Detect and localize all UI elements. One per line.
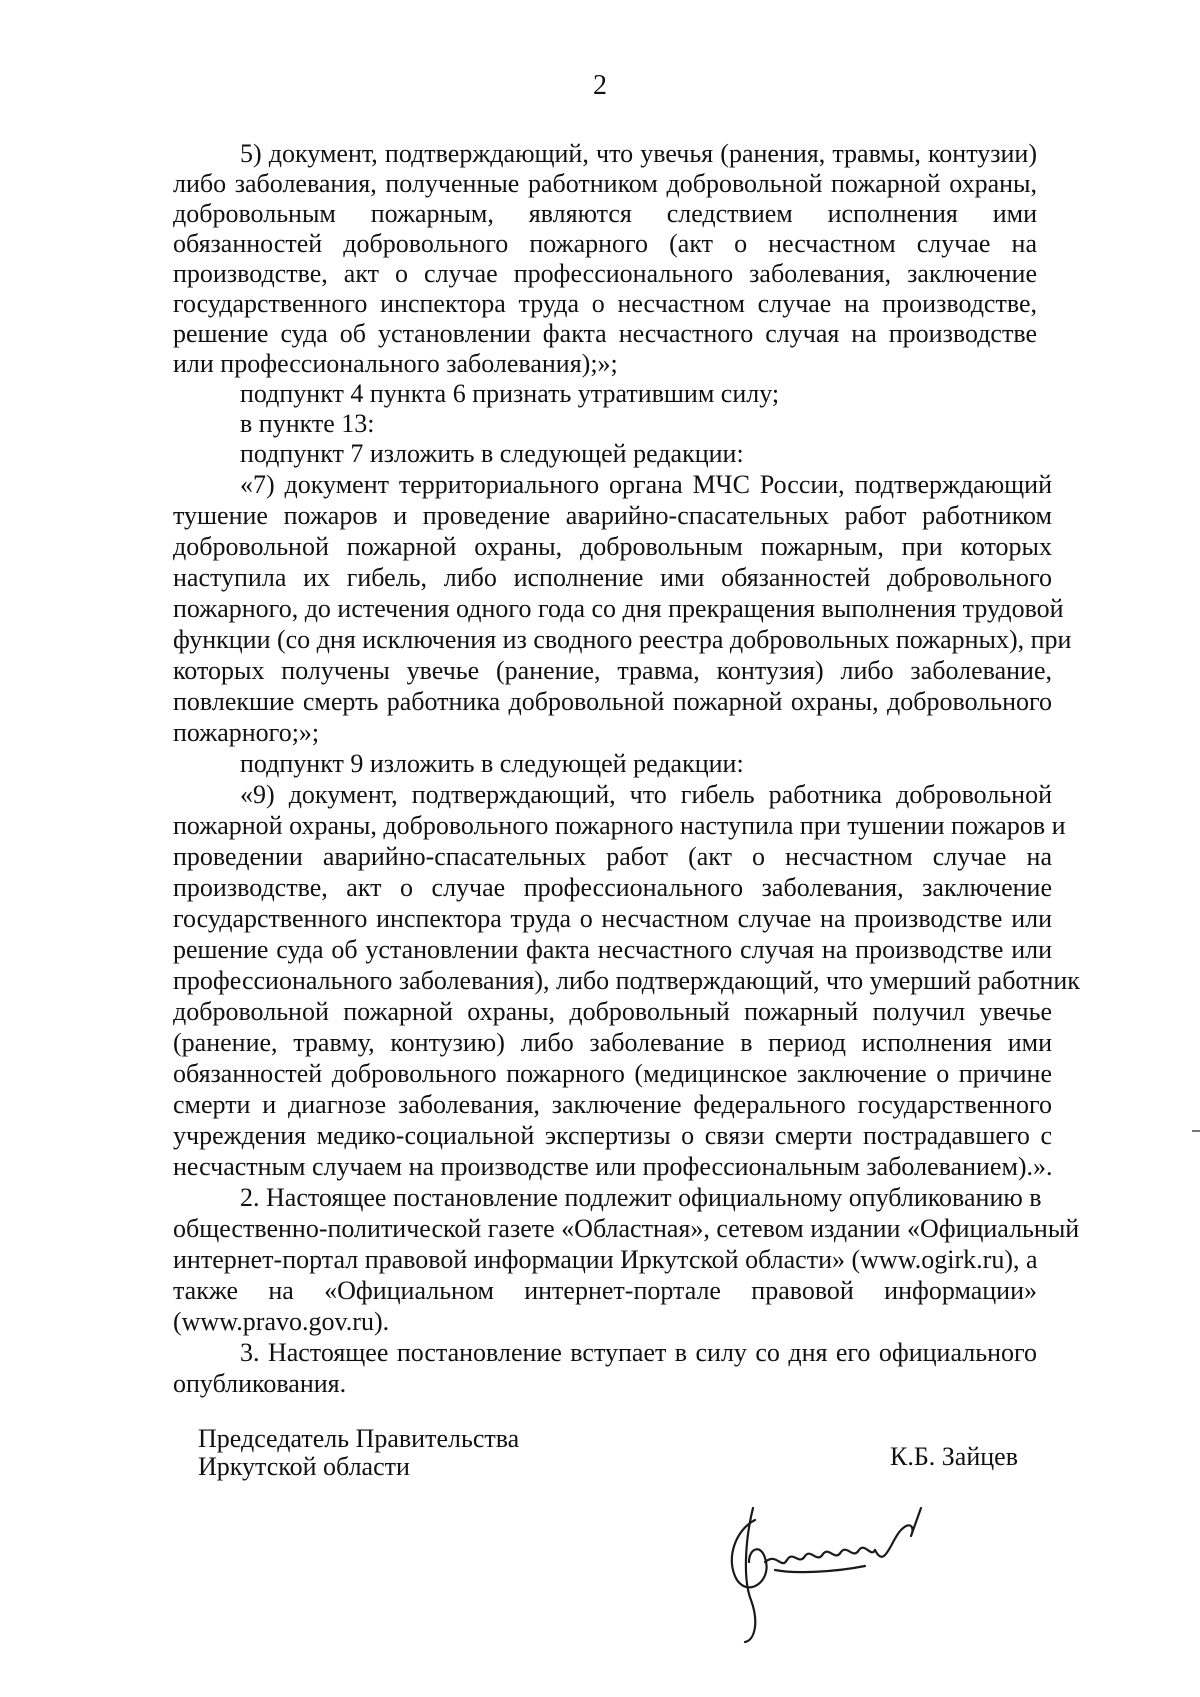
text-line: добровольным пожарным, являются следствием исполнения ими: [173, 199, 1037, 228]
handwritten-signature: [715, 1500, 945, 1650]
text-line: пожарной охраны, добровольного пожарного наступила при тушении пожаров и: [173, 811, 1066, 840]
text-line: подпункт 7 изложить в следующей редакции:: [240, 439, 744, 468]
text-line: обязанностей добровольного пожарного (медицинское заключение о причине: [173, 1059, 1052, 1088]
text-line: «9) документ, подтверждающий, что гибель работника добровольной: [240, 780, 1052, 809]
text-line: подпункт 9 изложить в следующей редакции:: [240, 749, 744, 778]
text-line: пожарного;»;: [173, 718, 320, 747]
text-line: решение суда об установлении факта несчастного случая на производстве: [173, 319, 1037, 348]
signer-name: К.Б. Зайцев: [890, 1442, 1018, 1471]
text-line: повлекшие смерть работника добровольной пожарной охраны, добровольного: [173, 687, 1052, 716]
text-line: функции (со дня исключения из сводного реестра добровольных пожарных), при: [173, 625, 1072, 654]
text-line: которых получены увечье (ранение, травма, контузия) либо заболевание,: [173, 656, 1052, 685]
text-line: опубликования.: [173, 1369, 347, 1398]
text-line: тушение пожаров и проведение аварийно-спасательных работ работником: [173, 501, 1052, 530]
text-line: производстве, акт о случае профессионального заболевания, заключение: [173, 259, 1037, 288]
text-line: смерти и диагнозе заболевания, заключение федерального государственного: [173, 1090, 1052, 1119]
signer-title-line-1: Председатель Правительства: [198, 1424, 520, 1453]
signer-title-line-2: Иркутской области: [198, 1452, 410, 1481]
text-line: или профессионального заболевания);»;: [173, 349, 618, 378]
text-line: либо заболевания, полученные работником добровольной пожарной охраны,: [173, 169, 1037, 198]
page-number: 2: [593, 70, 607, 101]
text-line: добровольной пожарной охраны, добровольный пожарный получил увечье: [173, 997, 1052, 1026]
text-line: несчастным случаем на производстве или профессиональным заболеванием).».: [173, 1152, 1053, 1181]
text-line: общественно-политической газете «Областная», сетевом издании «Официальный: [173, 1214, 1080, 1243]
text-line: учреждения медико-социальной экспертизы о связи смерти пострадавшего с: [173, 1121, 1052, 1150]
text-line: также на «Официальном интернет-портале правовой информации»: [173, 1276, 1037, 1305]
text-line: 3. Настоящее постановление вступает в силу со дня его официального: [240, 1338, 1037, 1367]
text-line: наступила их гибель, либо исполнение ими обязанностей добровольного: [173, 563, 1052, 592]
text-line: «7) документ территориального органа МЧС России, подтверждающий: [240, 470, 1052, 499]
text-line: решение суда об установлении факта несчастного случая на производстве или: [173, 935, 1052, 964]
text-line: 2. Настоящее постановление подлежит официальному опубликованию в: [240, 1183, 1042, 1212]
text-line: подпункт 4 пункта 6 признать утратившим силу;: [240, 379, 780, 408]
text-line: проведении аварийно-спасательных работ (акт о несчастном случае на: [173, 842, 1052, 871]
scan-margin-mark: [1192, 1130, 1200, 1132]
text-line: государственного инспектора труда о несчастном случае на производстве,: [173, 289, 1037, 318]
text-line: добровольной пожарной охраны, добровольным пожарным, при которых: [173, 532, 1052, 561]
text-line: интернет-портал правовой информации Иркутской области» (www.ogirk.ru), а: [173, 1245, 1038, 1274]
text-line: в пункте 13:: [240, 409, 375, 438]
text-line: пожарного, до истечения одного года со дня прекращения выполнения трудовой: [173, 594, 1064, 623]
text-line: производстве, акт о случае профессионального заболевания, заключение: [173, 873, 1052, 902]
text-line: профессионального заболевания), либо подтверждающий, что умерший работник: [173, 966, 1080, 995]
text-line: 5) документ, подтверждающий, что увечья (ранения, травмы, контузии): [240, 139, 1037, 168]
text-line: государственного инспектора труда о несчастном случае на производстве или: [173, 904, 1052, 933]
text-line: обязанностей добровольного пожарного (акт о несчастном случае на: [173, 229, 1037, 258]
text-line: (ранение, травму, контузию) либо заболевание в период исполнения ими: [173, 1028, 1052, 1057]
text-line: (www.pravo.gov.ru).: [173, 1307, 390, 1336]
